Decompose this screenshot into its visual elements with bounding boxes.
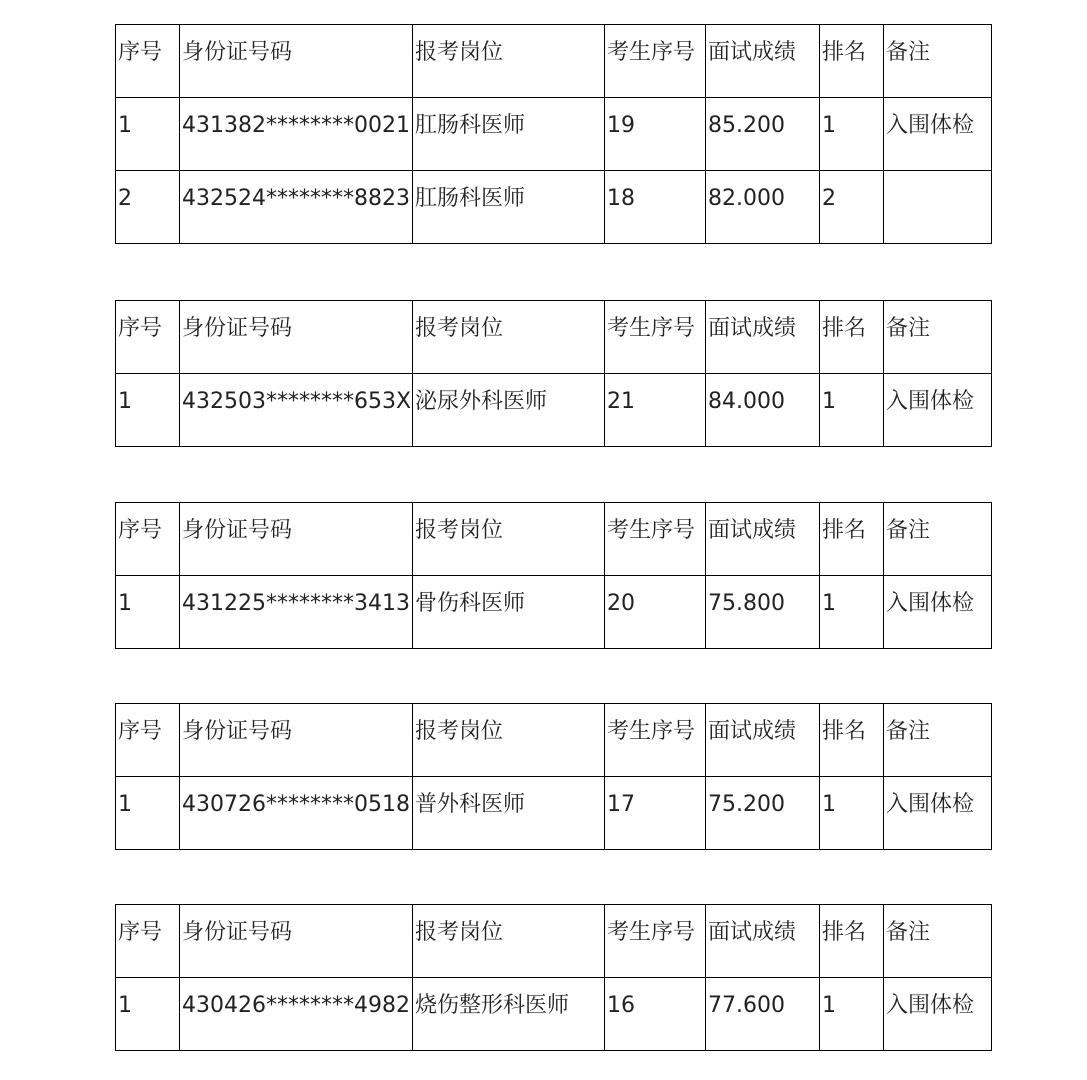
table-row (116, 777, 992, 850)
header-remark: 备注 (884, 704, 992, 777)
header-rank: 排名 (820, 704, 884, 777)
cell-id-number: 430426********4982 (180, 978, 413, 1051)
header-remark: 备注 (884, 301, 992, 374)
header-seq: 序号 (116, 301, 180, 374)
cell-interview-score: 84.000 (706, 374, 820, 447)
cell-id-number: 432524********8823 (180, 171, 413, 244)
cell-interview-score: 85.200 (706, 98, 820, 171)
cell-seq: 1 (116, 98, 180, 171)
table-row (116, 374, 992, 447)
cell-id-number: 431225********3413 (180, 576, 413, 649)
cell-position: 肛肠科医师 (413, 98, 605, 171)
table-header-row (116, 905, 992, 978)
cell-candidate-no: 17 (605, 777, 706, 850)
cell-rank: 1 (820, 98, 884, 171)
header-remark: 备注 (884, 905, 992, 978)
header-position: 报考岗位 (413, 25, 605, 98)
cell-rank: 1 (820, 978, 884, 1051)
cell-rank: 1 (820, 777, 884, 850)
result-table-2 (115, 300, 992, 447)
table-header-row (116, 301, 992, 374)
cell-interview-score: 75.200 (706, 777, 820, 850)
result-table-5 (115, 904, 992, 1051)
cell-rank: 2 (820, 171, 884, 244)
cell-candidate-no: 19 (605, 98, 706, 171)
header-interview-score: 面试成绩 (706, 25, 820, 98)
cell-interview-score: 75.800 (706, 576, 820, 649)
header-id-number: 身份证号码 (180, 905, 413, 978)
header-id-number: 身份证号码 (180, 301, 413, 374)
cell-position: 普外科医师 (413, 777, 605, 850)
table-header-row (116, 503, 992, 576)
header-interview-score: 面试成绩 (706, 905, 820, 978)
header-position: 报考岗位 (413, 301, 605, 374)
cell-id-number: 431382********0021 (180, 98, 413, 171)
cell-remark: 入围体检 (884, 374, 992, 447)
table-row (116, 576, 992, 649)
header-rank: 排名 (820, 25, 884, 98)
header-remark: 备注 (884, 503, 992, 576)
cell-candidate-no: 16 (605, 978, 706, 1051)
cell-position: 烧伤整形科医师 (413, 978, 605, 1051)
header-id-number: 身份证号码 (180, 503, 413, 576)
header-rank: 排名 (820, 905, 884, 978)
cell-remark: 入围体检 (884, 978, 992, 1051)
header-position: 报考岗位 (413, 503, 605, 576)
result-table-4 (115, 703, 992, 850)
cell-candidate-no: 20 (605, 576, 706, 649)
header-position: 报考岗位 (413, 905, 605, 978)
cell-interview-score: 82.000 (706, 171, 820, 244)
table-header-row (116, 704, 992, 777)
cell-id-number: 432503********653X (180, 374, 413, 447)
cell-seq: 1 (116, 777, 180, 850)
header-rank: 排名 (820, 503, 884, 576)
header-interview-score: 面试成绩 (706, 704, 820, 777)
result-table-1 (115, 24, 992, 244)
table-header-row (116, 25, 992, 98)
cell-seq: 1 (116, 374, 180, 447)
header-candidate-no: 考生序号 (605, 704, 706, 777)
cell-candidate-no: 18 (605, 171, 706, 244)
table-row (116, 171, 992, 244)
header-seq: 序号 (116, 503, 180, 576)
header-candidate-no: 考生序号 (605, 301, 706, 374)
cell-remark (884, 171, 992, 244)
cell-remark: 入围体检 (884, 777, 992, 850)
cell-rank: 1 (820, 374, 884, 447)
table-row (116, 978, 992, 1051)
header-candidate-no: 考生序号 (605, 905, 706, 978)
header-seq: 序号 (116, 25, 180, 98)
cell-seq: 1 (116, 978, 180, 1051)
header-id-number: 身份证号码 (180, 704, 413, 777)
header-id-number: 身份证号码 (180, 25, 413, 98)
cell-candidate-no: 21 (605, 374, 706, 447)
cell-id-number: 430726********0518 (180, 777, 413, 850)
cell-seq: 2 (116, 171, 180, 244)
cell-interview-score: 77.600 (706, 978, 820, 1051)
result-table-3 (115, 502, 992, 649)
cell-seq: 1 (116, 576, 180, 649)
cell-remark: 入围体检 (884, 576, 992, 649)
cell-position: 肛肠科医师 (413, 171, 605, 244)
header-interview-score: 面试成绩 (706, 301, 820, 374)
table-row (116, 98, 992, 171)
header-position: 报考岗位 (413, 704, 605, 777)
cell-rank: 1 (820, 576, 884, 649)
header-remark: 备注 (884, 25, 992, 98)
cell-remark: 入围体检 (884, 98, 992, 171)
cell-position: 泌尿外科医师 (413, 374, 605, 447)
cell-position: 骨伤科医师 (413, 576, 605, 649)
header-rank: 排名 (820, 301, 884, 374)
header-candidate-no: 考生序号 (605, 503, 706, 576)
header-interview-score: 面试成绩 (706, 503, 820, 576)
header-candidate-no: 考生序号 (605, 25, 706, 98)
header-seq: 序号 (116, 905, 180, 978)
header-seq: 序号 (116, 704, 180, 777)
